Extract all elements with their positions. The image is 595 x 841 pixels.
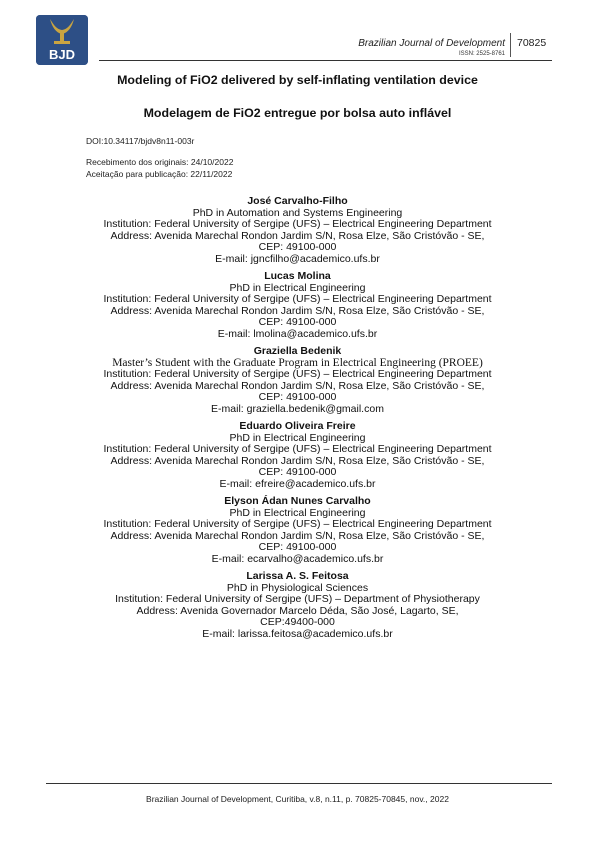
- author-name: Elyson Ádan Nunes Carvalho: [224, 495, 371, 507]
- author-cep: CEP: 49100-000: [258, 466, 337, 478]
- author-block: [0, 271, 595, 340]
- logo-text: BJD: [48, 47, 76, 62]
- author-institution: Institution: Federal University of Sergipe (UFS) – Electrical Engineering Department: [103, 368, 492, 380]
- author-block: [0, 421, 595, 490]
- author-degree: PhD in Electrical Engineering: [229, 281, 366, 294]
- header-divider: [510, 33, 511, 57]
- author-email: E-mail: jgncfilho@academico.ufs.br: [215, 252, 380, 265]
- journal-name: Brazilian Journal of Development: [358, 38, 505, 49]
- author-name: Lucas Molina: [264, 270, 331, 282]
- author-cep: CEP: 49100-000: [258, 316, 337, 328]
- author-name: Larissa A. S. Feitosa: [246, 570, 349, 582]
- author-institution: Institution: Federal University of Sergipe (UFS) – Electrical Engineering Department: [103, 443, 492, 455]
- footer-rule: [46, 783, 552, 784]
- author-degree: PhD in Automation and Systems Engineering: [192, 206, 403, 219]
- author-email: E-mail: graziella.bedenik@gmail.com: [211, 402, 384, 415]
- author-cep: CEP: 49100-000: [258, 241, 337, 253]
- author-name: Graziella Bedenik: [253, 345, 342, 357]
- accepted-date: Aceitação para publicação: 22/11/2022: [86, 169, 233, 179]
- author-block: [0, 571, 595, 640]
- author-degree: PhD in Physiological Sciences: [226, 581, 369, 594]
- author-list: [0, 196, 595, 646]
- author-address: Address: Avenida Marechal Rondon Jardim S/N, Rosa Elze, São Cristóvão - SE,: [110, 229, 485, 242]
- author-degree: Master’s Student with the Graduate Program in Electrical Engineering (PROEE): [112, 356, 483, 369]
- header-rule: [99, 60, 552, 61]
- author-name: José Carvalho-Filho: [247, 195, 348, 207]
- author-institution: Institution: Federal University of Sergipe (UFS) – Electrical Engineering Department: [103, 218, 492, 230]
- title-english: Modeling of FiO2 delivered by self-inflating ventilation device: [117, 73, 478, 87]
- author-cep: CEP: 49100-000: [258, 391, 337, 403]
- received-date: Recebimento dos originais: 24/10/2022: [86, 157, 234, 167]
- author-degree: PhD in Electrical Engineering: [229, 431, 366, 444]
- author-address: Address: Avenida Marechal Rondon Jardim S/N, Rosa Elze, São Cristóvão - SE,: [110, 454, 485, 467]
- author-block: [0, 346, 595, 415]
- author-cep: CEP:49400-000: [260, 616, 335, 628]
- author-block: [0, 196, 595, 265]
- author-institution: Institution: Federal University of Sergipe (UFS) – Electrical Engineering Department: [103, 518, 492, 530]
- title-portuguese: Modelagem de FiO2 entregue por bolsa auto inflável: [143, 106, 452, 120]
- author-email: E-mail: lmolina@academico.ufs.br: [217, 327, 378, 340]
- doi: DOI:10.34117/bjdv8n11-003r: [86, 136, 195, 146]
- issn: ISSN: 2525-8761: [458, 51, 505, 57]
- author-institution: Institution: Federal University of Sergipe (UFS) – Department of Physiotherapy: [115, 593, 480, 605]
- author-address: Address: Avenida Marechal Rondon Jardim S/N, Rosa Elze, São Cristóvão - SE,: [110, 529, 485, 542]
- author-email: E-mail: efreire@academico.ufs.br: [219, 477, 376, 490]
- author-address: Address: Avenida Governador Marcelo Déda, São José, Lagarto, SE,: [136, 604, 459, 617]
- page-number: 70825: [517, 37, 547, 49]
- author-block: [0, 496, 595, 565]
- author-degree: PhD in Electrical Engineering: [229, 506, 366, 519]
- journal-logo: [36, 15, 88, 65]
- author-institution: Institution: Federal University of Sergipe (UFS) – Electrical Engineering Department: [103, 293, 492, 305]
- author-email: E-mail: larissa.feitosa@academico.ufs.br: [202, 627, 393, 640]
- author-name: Eduardo Oliveira Freire: [239, 420, 356, 432]
- author-address: Address: Avenida Marechal Rondon Jardim S/N, Rosa Elze, São Cristóvão - SE,: [110, 379, 485, 392]
- author-email: E-mail: ecarvalho@academico.ufs.br: [211, 552, 384, 565]
- author-address: Address: Avenida Marechal Rondon Jardim S/N, Rosa Elze, São Cristóvão - SE,: [110, 304, 485, 317]
- footer-citation: Brazilian Journal of Development, Curitiba, v.8, n.11, p. 70825-70845, nov., 2022: [146, 794, 449, 804]
- author-cep: CEP: 49100-000: [258, 541, 337, 553]
